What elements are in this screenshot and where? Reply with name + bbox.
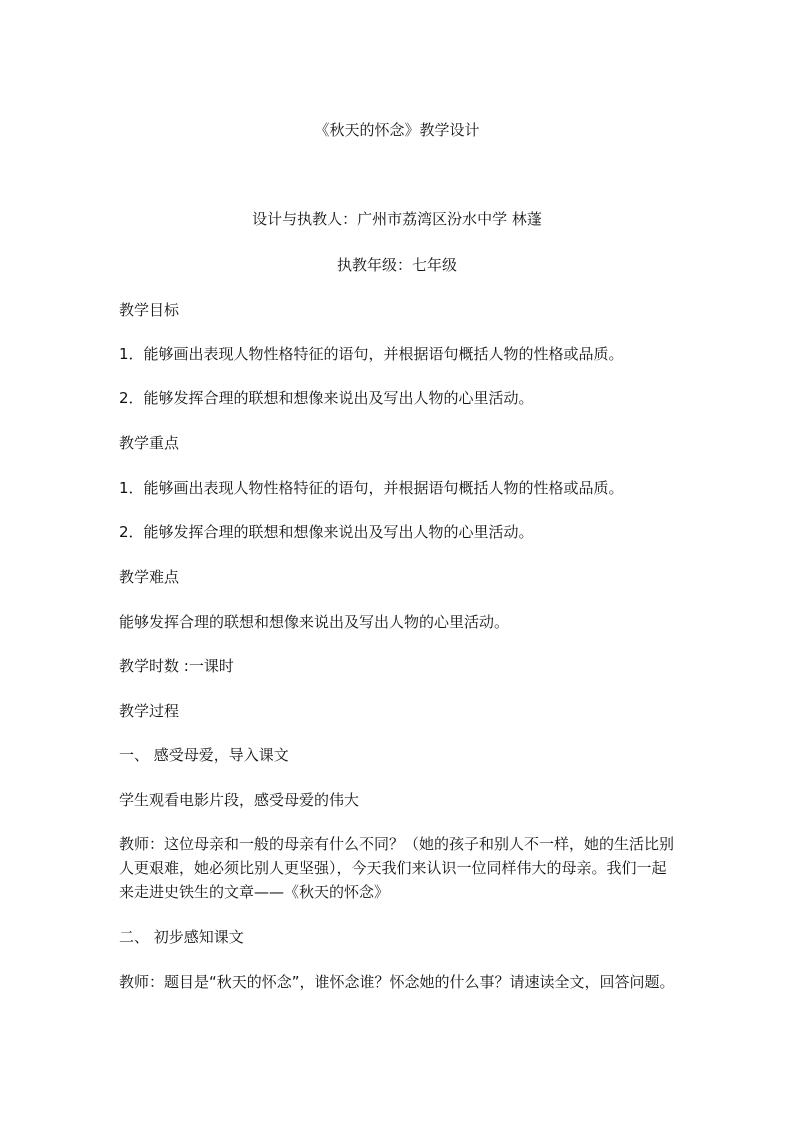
section-1-text: 学生观看电影片段，感受母爱的伟大 (119, 791, 360, 809)
objectives-heading: 教学目标 (119, 301, 180, 319)
designer-line: 设计与执教人：广州市荔湾区汾水中学 林蓬 (252, 210, 542, 228)
difficulty-heading: 教学难点 (119, 568, 180, 586)
objective-item-2: 2．能够发挥合理的联想和想像来说出及写出人物的心里活动。 (119, 389, 534, 407)
key-point-item-1: 1．能够画出表现人物性格特征的语句，并根据语句概括人物的性格或品质。 (119, 479, 624, 497)
difficulty-text: 能够发挥合理的联想和想像来说出及写出人物的心里活动。 (119, 613, 510, 631)
key-points-heading: 教学重点 (119, 434, 180, 452)
key-point-item-2: 2．能够发挥合理的联想和想像来说出及写出人物的心里活动。 (119, 523, 534, 541)
document-title: 《秋天的怀念》教学设计 (314, 121, 480, 139)
grade-line: 执教年级：七年级 (336, 256, 457, 274)
process-heading: 教学过程 (119, 702, 180, 720)
section-1-teacher-paragraph: 教师：这位母亲和一般的母亲有什么不同？（她的孩子和别人不一样，她的生活比别人更艰难，她必须比别人更坚强），今天我们来认识一位同样伟大的母亲。我们一起来走进史铁生的文章——《秋天的怀念》 (119, 835, 675, 901)
section-2-teacher-paragraph: 教师：题目是“秋天的怀念”，谁怀念谁？怀念她的什么事？请速读全文，回答问题。 (119, 973, 675, 991)
section-1-heading: 一、 感受母爱，导入课文 (119, 746, 289, 764)
class-hours: 教学时数 :一课时 (119, 657, 234, 675)
objective-item-1: 1．能够画出表现人物性格特征的语句，并根据语句概括人物的性格或品质。 (119, 345, 624, 363)
section-2-heading: 二、 初步感知课文 (119, 928, 244, 946)
